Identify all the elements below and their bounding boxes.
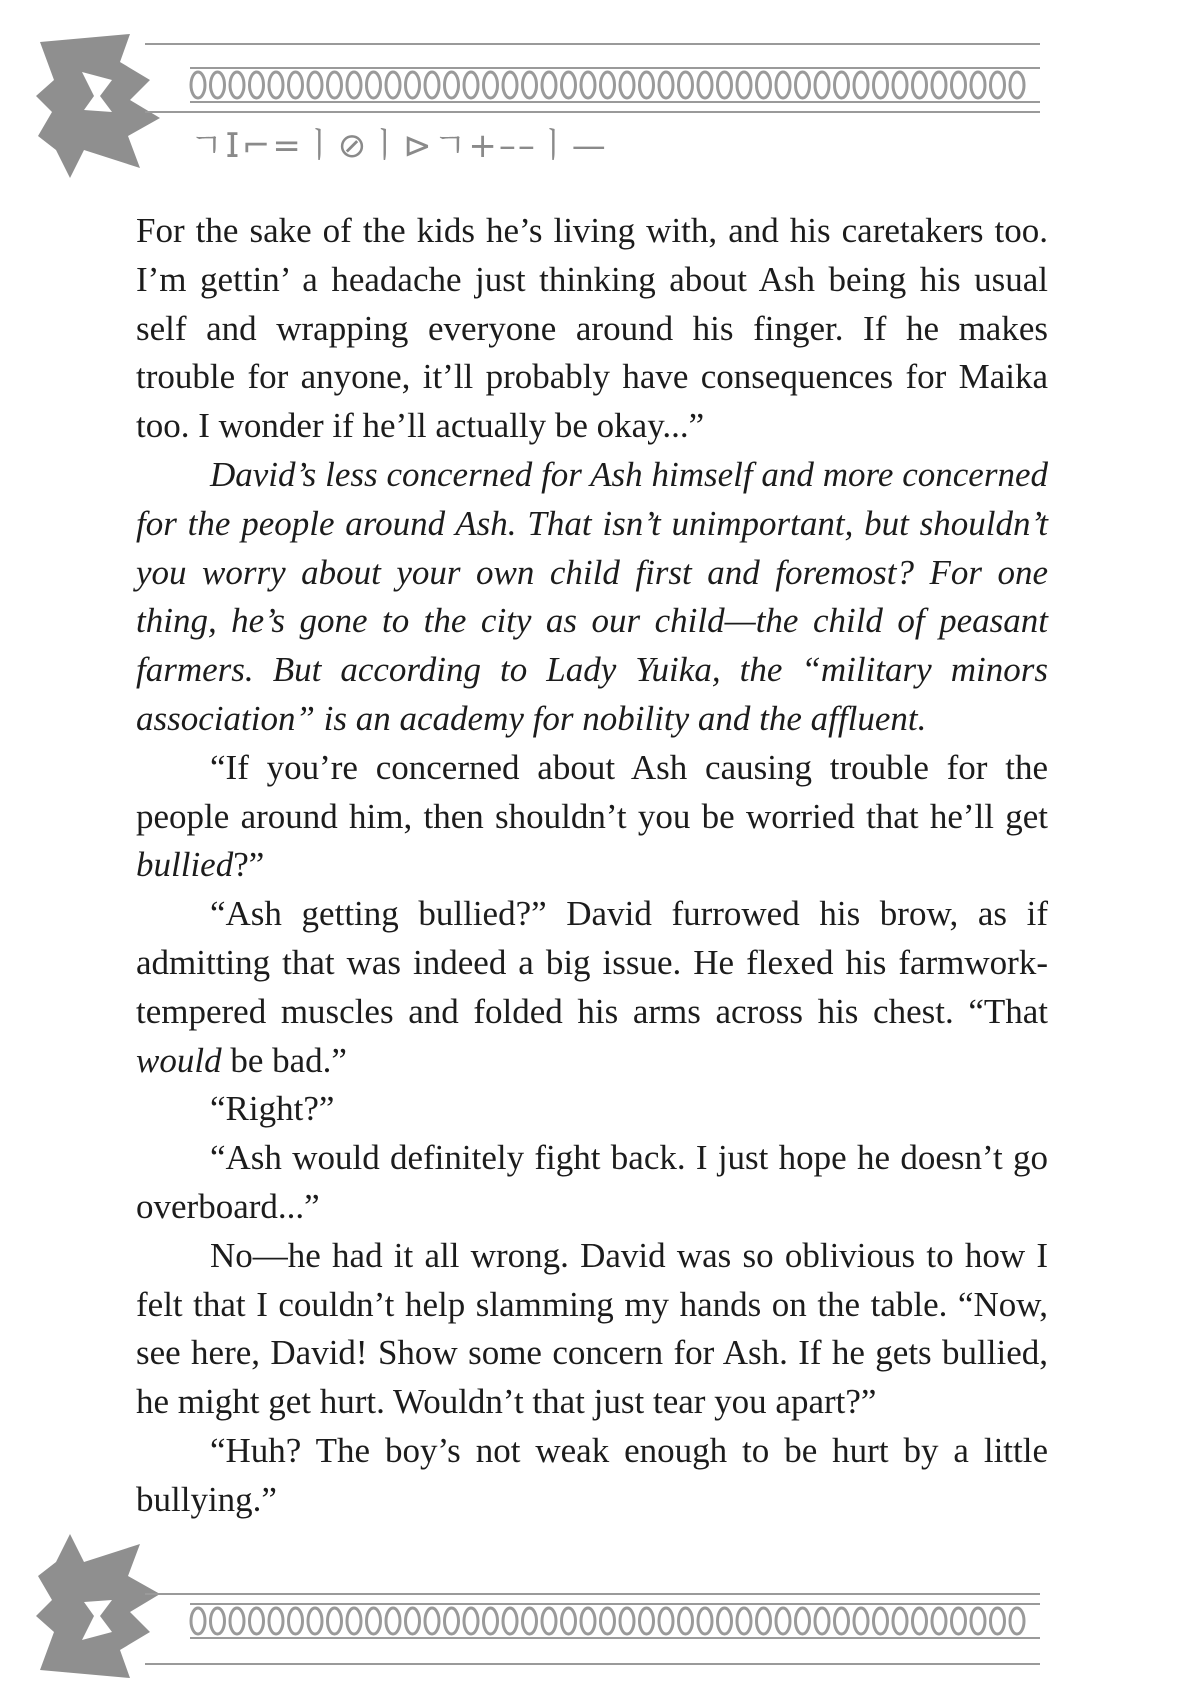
chain-link xyxy=(308,1608,322,1634)
chain-link xyxy=(425,1608,439,1634)
chain-link xyxy=(191,1608,205,1634)
chain-link xyxy=(835,1608,849,1634)
paragraph-4 xyxy=(136,890,1048,1085)
chain-link xyxy=(464,1608,478,1634)
chain-link xyxy=(815,72,829,98)
chain-link xyxy=(659,72,673,98)
chain-link xyxy=(191,72,205,98)
chain-link xyxy=(250,1608,264,1634)
chain-link xyxy=(269,72,283,98)
chain-link xyxy=(796,72,810,98)
chain-link xyxy=(562,72,576,98)
chain-link xyxy=(679,1608,693,1634)
chain-link xyxy=(562,1608,576,1634)
chain-link xyxy=(406,72,420,98)
chain-link xyxy=(815,1608,829,1634)
chain-link xyxy=(932,1608,946,1634)
chain-link xyxy=(581,72,595,98)
chain-link xyxy=(230,72,244,98)
chain-link xyxy=(581,1608,595,1634)
chain-link xyxy=(367,1608,381,1634)
paragraph-4-text: “Ash getting bullied?” David furrowed his brow, as if admitting that was indeed a big issue. He flexed his farmwork-tempered muscles and folded his arms across his chest. “That xyxy=(136,894,1048,1031)
chain-link xyxy=(893,1608,907,1634)
chain-link xyxy=(757,1608,771,1634)
chain-link xyxy=(464,72,478,98)
paragraph-4-end: be bad.” xyxy=(221,1040,347,1080)
chain-link xyxy=(893,72,907,98)
chain-link xyxy=(620,1608,634,1634)
paragraph-3-emphasis: bullied xyxy=(136,845,234,885)
chain-link xyxy=(776,1608,790,1634)
chain-link xyxy=(991,1608,1005,1634)
chain-link xyxy=(874,72,888,98)
chain-link xyxy=(913,72,927,98)
chain-link xyxy=(718,1608,732,1634)
chain-link xyxy=(289,1608,303,1634)
chain-link xyxy=(347,72,361,98)
header-ornament xyxy=(0,0,1200,200)
chain-link xyxy=(835,72,849,98)
chain-link xyxy=(386,1608,400,1634)
chain-link xyxy=(250,72,264,98)
chain-link xyxy=(484,1608,498,1634)
chain-link xyxy=(737,1608,751,1634)
chain-link xyxy=(542,72,556,98)
chain-link xyxy=(971,72,985,98)
chain-link xyxy=(854,1608,868,1634)
chain-link xyxy=(523,72,537,98)
chain-link xyxy=(269,1608,283,1634)
footer-ornament xyxy=(0,1520,1200,1706)
chain-link xyxy=(386,72,400,98)
chapter-body xyxy=(136,207,1048,1525)
paragraph-6: “Ash would definitely fight back. I just hope he doesn’t go overboard...” xyxy=(136,1138,1048,1226)
chain-link xyxy=(503,1608,517,1634)
paragraph-8: “Huh? The boy’s not weak enough to be hurt by a little bullying.” xyxy=(136,1430,1048,1519)
header-glyphs: ㄱ𝖨⌐=ㅣ⊘ㅣ⊳ㄱ+––ㅣ— xyxy=(190,126,608,166)
paragraph-7: No—he had it all wrong. David was so oblivious to how I felt that I couldn’t help slamming my hands on the table. “Now, see here, David! Show some concern for Ash. If he gets bullied, he might get hurt. Wouldn’t that just tear you apart?” xyxy=(136,1235,1048,1422)
chain-link xyxy=(640,72,654,98)
chain-link xyxy=(698,1608,712,1634)
chain-link xyxy=(952,72,966,98)
paragraph-4-emphasis: would xyxy=(136,1040,222,1080)
chain-link xyxy=(406,1608,420,1634)
chain-link xyxy=(328,72,342,98)
chain-link xyxy=(952,1608,966,1634)
chain-link xyxy=(1010,72,1024,98)
chain-link xyxy=(445,72,459,98)
paragraph-1: For the sake of the kids he’s living with, and his caretakers too. I’m gettin’ a headache just thinking about Ash being his usual self and wrapping everyone around his finger. If he makes trouble for anyone, it’ll probably have consequences for Maika too. I wonder if he’ll actually be okay...” xyxy=(136,211,1048,446)
chain-link xyxy=(659,1608,673,1634)
chain-link xyxy=(620,72,634,98)
chain-link xyxy=(718,72,732,98)
paragraph-3-text: “If you’re concerned about Ash causing trouble for the people around him, then shouldn’t you be worried that he’ll get xyxy=(136,747,1048,836)
chain-link xyxy=(542,1608,556,1634)
paragraph-3 xyxy=(136,744,1048,890)
chain-link xyxy=(1010,1608,1024,1634)
paragraph-5: “Right?” xyxy=(210,1089,335,1129)
chain-link xyxy=(230,1608,244,1634)
chain-link xyxy=(445,1608,459,1634)
chain-link xyxy=(991,72,1005,98)
chain-link xyxy=(601,72,615,98)
paragraph-2-inner-thought: David’s less concerned for Ash himself and more concerned for the people around Ash. That isn’t unimportant, but shouldn’t you worry about your own child first and foremost? For one thing, he’s gone to the city as our child—the child of peasant farmers. But according to Lady Yuika, the “military minors association” is an academy for nobility and the affluent. xyxy=(136,454,1048,738)
chain-link xyxy=(971,1608,985,1634)
chain-link xyxy=(484,72,498,98)
chain-link xyxy=(425,72,439,98)
chain-link xyxy=(913,1608,927,1634)
chain-link xyxy=(776,72,790,98)
chain-link xyxy=(289,72,303,98)
chain-link xyxy=(211,72,225,98)
chain-link xyxy=(679,72,693,98)
chain-link xyxy=(601,1608,615,1634)
chain-link xyxy=(796,1608,810,1634)
chain-link xyxy=(698,72,712,98)
paragraph-3-end: ?” xyxy=(233,845,265,885)
chain-link xyxy=(211,1608,225,1634)
chain-link xyxy=(308,72,322,98)
chain-link xyxy=(523,1608,537,1634)
chain-link xyxy=(932,72,946,98)
chain-link xyxy=(757,72,771,98)
gothic-cross-ornament-icon xyxy=(36,34,160,178)
chain-link xyxy=(503,72,517,98)
chain-link xyxy=(367,72,381,98)
chain-link xyxy=(328,1608,342,1634)
chain-link xyxy=(347,1608,361,1634)
chain-link xyxy=(737,72,751,98)
chain-link xyxy=(854,72,868,98)
chain-link xyxy=(640,1608,654,1634)
chain-link xyxy=(874,1608,888,1634)
gothic-cross-ornament-icon xyxy=(36,1534,160,1678)
